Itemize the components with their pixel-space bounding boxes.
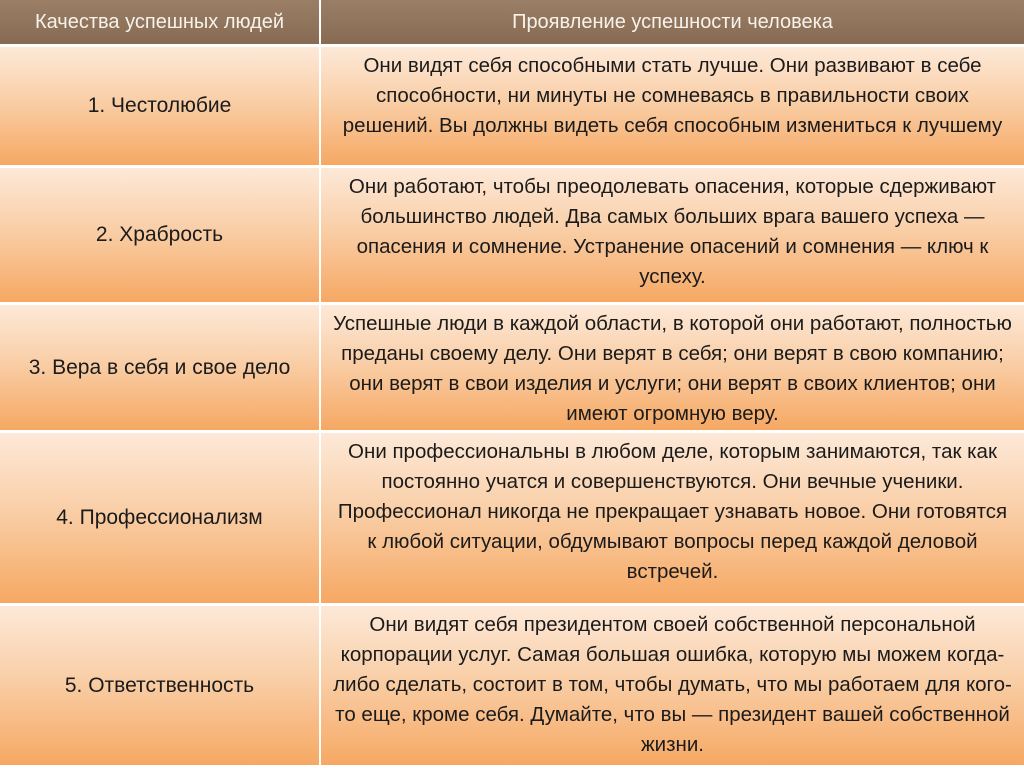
- row-5-description: Они видят себя президентом своей собственной персональной корпорации услуг. Самая большая ошибка, которую мы можем когда-либо сделать, состоит в том, чтобы думать, что мы работаем для кого-то еще, кроме себя. Думайте, что вы — президент вашей собственной жизни.: [321, 606, 1024, 768]
- row-2-description: Они работают, чтобы преодолевать опасения, которые сдерживают большинство людей. Два самых больших врага вашего успеха — опасения и сомнение. Устранение опасений и сомнения — ключ к успеху.: [321, 168, 1024, 305]
- row-5-quality: 5. Ответственность: [0, 606, 321, 768]
- row-2-quality: 2. Храбрость: [0, 168, 321, 305]
- row-4-description: Они профессиональны в любом деле, которым занимаются, так как постоянно учатся и совершенствуются. Они вечные ученики. Профессионал никогда не прекращает узнавать новое. Они готовятся к любой ситуации, обдумывают вопросы перед каждой деловой встречей.: [321, 433, 1024, 606]
- row-1-description: Они видят себя способными стать лучше. Они развивают в себе способности, ни минуты не сомневаясь в правильности своих решений. Вы должны видеть себя способным измениться к лучшему: [321, 47, 1024, 168]
- row-3-quality: 3. Вера в себя и свое дело: [0, 305, 321, 433]
- header-manifestation: Проявление успешности человека: [321, 0, 1024, 47]
- row-4-quality: 4. Профессионализм: [0, 433, 321, 606]
- row-1-quality: 1. Честолюбие: [0, 47, 321, 168]
- row-3-description: Успешные люди в каждой области, в которой они работают, полностью преданы своему делу. Они верят в себя; они верят в свою компанию; они верят в свои изделия и услуги; они верят в своих клиентов; они имеют огромную веру.: [321, 305, 1024, 433]
- header-qualities: Качества успешных людей: [0, 0, 321, 47]
